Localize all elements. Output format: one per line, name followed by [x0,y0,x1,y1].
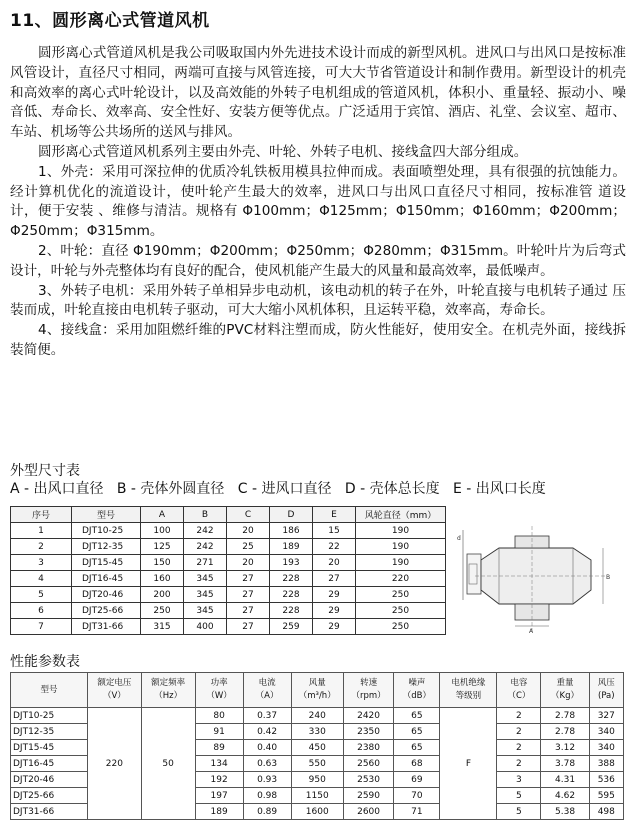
table-cell: 197 [195,788,243,804]
table-cell: DJT25-66 [11,788,88,804]
table-cell: 250 [141,603,184,619]
table-cell: 498 [589,804,623,820]
dimension-table-title: 外型尺寸表 [10,463,80,479]
table-cell: 89 [195,740,243,756]
frequency-cell: 50 [141,708,195,820]
table-cell: 65 [394,740,440,756]
table-cell: 70 [394,788,440,804]
table-cell: 190 [356,523,446,539]
table-cell: 220 [356,571,446,587]
column-header [195,673,243,708]
table-cell: 340 [589,740,623,756]
table-row [11,708,624,724]
table-cell: 0.40 [243,740,291,756]
table-cell: 345 [184,603,227,619]
table-cell: 1600 [291,804,343,820]
column-header-line: （Kg） [551,691,580,701]
column-header [291,673,343,708]
drawing-label-a: A [529,628,534,634]
table-cell: 69 [394,772,440,788]
table-cell: 5.38 [541,804,589,820]
column-header [141,673,195,708]
column-header [343,673,393,708]
table-cell: 595 [589,788,623,804]
table-cell: 27 [313,571,356,587]
table-cell: 2 [497,740,541,756]
paragraph: 4、接线盒：采用加阻燃纤维的PVC材料注塑而成，防火性能好，使用安全。在机壳外面，接线拆装简便。 [10,322,626,358]
table-cell: 450 [291,740,343,756]
table-cell: 259 [270,619,313,635]
column-header-line: 电容 [510,678,528,688]
table-cell: 25 [227,539,270,555]
table-cell: 65 [394,708,440,724]
table-cell: 3.78 [541,756,589,772]
fan-drawing [455,524,625,634]
table-row [11,603,446,619]
table-cell: 388 [589,756,623,772]
column-header-line: 等级别 [455,691,482,701]
table-cell: 2 [497,756,541,772]
paragraph: 圆形离心式管道风机是我公司吸取国内外先进技术设计而成的新型风机。进风口与出风口是按标准风管设计，直径尺寸相同，两端可直接与风管连接，可大大节省管道设计和制作费用。新型设计的机壳和高效率的离心式叶轮设计，以及高效能的外转子电机组成的管道风机，体积小、重量轻、振动小、噪音低、寿命长、效率高、安全性好、安装方便等优点。广泛适用于宾馆、酒店、礼堂、会议室、超市、车站、机场等公共场所的送风与排风。 [10,45,626,141]
table-cell: DJT16-45 [72,571,141,587]
table-cell: 4.62 [541,788,589,804]
table-header-row [11,673,624,708]
column-header: B [184,507,227,523]
table-cell: DJT12-35 [72,539,141,555]
table-cell: 125 [141,539,184,555]
column-header-line: 额定频率 [151,678,186,688]
table-cell: 3 [497,772,541,788]
column-header-line: 风压 [597,678,615,688]
table-cell: 2 [11,539,72,555]
table-cell: 4.31 [541,772,589,788]
table-cell: 2 [497,724,541,740]
table-cell: 228 [270,587,313,603]
table-cell: 68 [394,756,440,772]
paragraph: 1、外壳：采用可深拉伸的优质冷轧铁板用模具拉伸而成。表面喷塑处理，具有很强的抗蚀能力。经计算机优化的流道设计，使叶轮产生最大的效率，进风口与出风口直径尺寸相同，按标准管 道设计，便于安装 、维修与清洁。规格有 Φ100mm；Φ125mm；Φ150mm；Φ160mm；Φ200mm；Φ250mm；Φ315mm。 [10,163,626,240]
column-header-line: 电机绝缘 [451,678,486,688]
column-header: 型号 [72,507,141,523]
table-cell: 950 [291,772,343,788]
column-header: A [141,507,184,523]
column-header-line: 额定电压 [97,678,132,688]
column-header-line: 功率 [210,678,228,688]
table-cell: 200 [141,587,184,603]
table-cell: 80 [195,708,243,724]
column-header-line: （W） [206,691,232,701]
table-cell: 0.89 [243,804,291,820]
table-row [11,619,446,635]
column-header [589,673,623,708]
table-cell: 27 [227,603,270,619]
performance-table [10,672,624,820]
table-cell: 20 [227,523,270,539]
column-header-line: 重量 [556,678,574,688]
table-cell: 27 [227,619,270,635]
table-cell: 1 [11,523,72,539]
table-cell: 250 [356,603,446,619]
table-cell: 65 [394,724,440,740]
table-cell: 29 [313,587,356,603]
table-cell: 2 [497,708,541,724]
column-header-line: 风量 [308,678,326,688]
table-cell: 5 [11,587,72,603]
table-cell: DJT16-45 [11,756,88,772]
table-cell: 327 [589,708,623,724]
column-header-line: （Hz） [154,691,183,701]
column-header [11,673,88,708]
table-cell: 271 [184,555,227,571]
table-cell: 0.98 [243,788,291,804]
table-cell: DJT15-45 [11,740,88,756]
table-cell: 2420 [343,708,393,724]
insulation-cell: F [440,708,497,820]
table-cell: 242 [184,539,227,555]
table-cell: DJT20-46 [72,587,141,603]
table-cell: 29 [313,619,356,635]
table-row [11,587,446,603]
column-header-line: （m³/h） [298,691,336,701]
table-cell: 2380 [343,740,393,756]
table-cell: 250 [356,619,446,635]
drawing-label-d: d [457,535,461,542]
table-cell: 27 [227,587,270,603]
column-header-line: （A） [255,691,279,701]
table-cell: 3.12 [541,740,589,756]
table-cell: 4 [11,571,72,587]
table-cell: 6 [11,603,72,619]
table-cell: 2590 [343,788,393,804]
column-header-line: 型号 [40,684,58,695]
table-cell: 193 [270,555,313,571]
table-cell: DJT25-66 [72,603,141,619]
page-title: 11、圆形离心式管道风机 [10,11,210,31]
column-header: C [227,507,270,523]
table-cell: 20 [227,555,270,571]
column-header-line: （rpm） [351,691,386,701]
column-header [243,673,291,708]
table-row [11,555,446,571]
table-cell: 189 [195,804,243,820]
paragraph: 2、叶轮：直径 Φ190mm；Φ200mm；Φ250mm；Φ280mm；Φ315mm。叶轮叶片为后弯式设计，叶轮与外壳整体均有良好的配合，使风机能产生最大的风量和最高效率，最低噪声。 [10,242,626,279]
table-cell: 190 [356,539,446,555]
table-cell: 160 [141,571,184,587]
column-header [88,673,142,708]
column-header-line: 噪声 [408,678,426,688]
table-cell: 5 [497,788,541,804]
table-cell: 192 [195,772,243,788]
table-cell: 2600 [343,804,393,820]
table-cell: 100 [141,523,184,539]
table-cell: 400 [184,619,227,635]
table-cell: 242 [184,523,227,539]
column-header [440,673,497,708]
paragraph: 圆形离心式管道风机系列主要由外壳、叶轮、外转子电机、接线盒四大部分组成。 [38,143,528,160]
table-cell: 2350 [343,724,393,740]
table-cell: 345 [184,571,227,587]
column-header-line: （V） [102,691,126,701]
table-row [11,523,446,539]
intro-text [10,44,626,361]
column-header: 序号 [11,507,72,523]
column-header-line: 电流 [258,678,276,688]
table-cell: DJT10-25 [72,523,141,539]
table-cell: 20 [313,555,356,571]
table-cell: 150 [141,555,184,571]
table-cell: 186 [270,523,313,539]
table-cell: 250 [356,587,446,603]
table-cell: 91 [195,724,243,740]
table-cell: 0.37 [243,708,291,724]
table-cell: DJT15-45 [72,555,141,571]
column-header [394,673,440,708]
table-cell: DJT10-25 [11,708,88,724]
table-cell: 0.42 [243,724,291,740]
table-header-row [11,507,446,523]
performance-table-title: 性能参数表 [10,654,80,670]
table-cell: 134 [195,756,243,772]
column-header-line: 转速 [360,678,378,688]
table-cell: DJT31-66 [72,619,141,635]
table-cell: 2.78 [541,724,589,740]
table-cell: 0.93 [243,772,291,788]
column-header-line: （dB） [402,691,431,701]
table-cell: 345 [184,587,227,603]
table-cell: 189 [270,539,313,555]
column-header [541,673,589,708]
table-cell: 5 [497,804,541,820]
table-cell: DJT12-35 [11,724,88,740]
paragraph: 3、外转子电机：采用外转子单相异步电动机，该电动机的转子在外，叶轮直接与电机转子通过 压装而成，叶轮直接由电机转子驱动，可大大缩小风机体积，且运转平稳，效率高，寿命长。 [10,282,626,319]
column-header-line: （C） [507,691,531,701]
table-cell: 2560 [343,756,393,772]
table-cell: 536 [589,772,623,788]
table-cell: 71 [394,804,440,820]
table-cell: 340 [589,724,623,740]
table-cell: 315 [141,619,184,635]
table-cell: 27 [227,571,270,587]
table-cell: 0.63 [243,756,291,772]
table-cell: 2530 [343,772,393,788]
dimension-legend: A - 出风口直径 B - 壳体外圆直径 C - 进风口直径 D - 壳体总长度 E - 出风口长度 [10,481,546,497]
table-cell: DJT31-66 [11,804,88,820]
column-header: E [313,507,356,523]
voltage-cell: 220 [88,708,142,820]
table-cell: 330 [291,724,343,740]
table-row [11,539,446,555]
table-cell: 190 [356,555,446,571]
table-cell: 3 [11,555,72,571]
table-cell: 7 [11,619,72,635]
table-cell: DJT20-46 [11,772,88,788]
table-cell: 228 [270,571,313,587]
column-header-line: (Pa) [598,691,615,701]
table-cell: 29 [313,603,356,619]
table-cell: 22 [313,539,356,555]
dimension-table [10,506,446,635]
column-header: 风轮直径（mm） [356,507,446,523]
table-cell: 228 [270,603,313,619]
drawing-label-b: B [606,574,611,581]
table-cell: 15 [313,523,356,539]
table-cell: 550 [291,756,343,772]
column-header [497,673,541,708]
table-cell: 1150 [291,788,343,804]
table-cell: 240 [291,708,343,724]
table-cell: 2.78 [541,708,589,724]
table-row [11,571,446,587]
column-header: D [270,507,313,523]
